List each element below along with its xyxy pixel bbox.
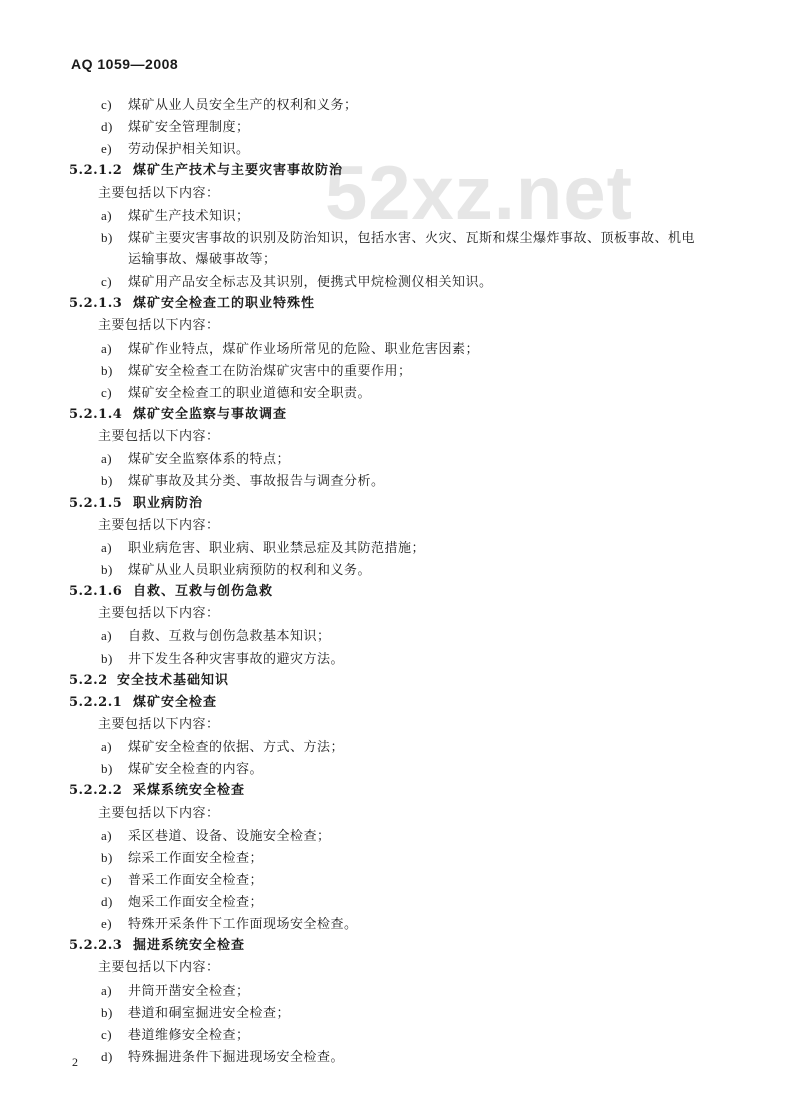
list-item	[0, 94, 800, 116]
list-item	[0, 980, 800, 1002]
list-item-label: b)	[101, 761, 113, 777]
watermark: 52xz.net	[325, 151, 633, 236]
list-item-text: 煤矿生产技术知识；	[128, 208, 250, 224]
section-heading	[0, 780, 800, 802]
section-title: 自救、互救与创伤急救	[133, 584, 274, 600]
list-item-text: 煤矿从业人员安全生产的权利和义务；	[128, 98, 358, 113]
list-item-text: 井筒开凿安全检查；	[128, 983, 250, 999]
section-number: 5.2.1.3	[69, 296, 123, 312]
intro-text: 主要包括以下内容：	[98, 318, 220, 334]
list-item	[0, 1002, 800, 1024]
intro-text: 主要包括以下内容：	[98, 185, 220, 201]
list-item-text: 煤矿从业人员职业病预防的权利和义务。	[128, 562, 372, 578]
section-title: 煤矿安全监察与事故调查	[133, 406, 288, 422]
list-item	[0, 537, 800, 559]
intro-text: 主要包括以下内容：	[98, 429, 220, 445]
list-item-continuation: 运输事故、爆破事故等；	[128, 251, 277, 267]
list-item-text: 煤矿事故及其分类、事故报告与调查分析。	[128, 474, 385, 490]
section-number: 5.2.1.4	[69, 406, 123, 422]
intro-text: 主要包括以下内容：	[98, 606, 220, 622]
list-item	[0, 847, 800, 869]
list-item-label: e)	[101, 916, 113, 932]
section-number: 5.2.2.2	[69, 783, 123, 799]
list-item	[0, 360, 800, 382]
list-item	[0, 559, 800, 581]
list-item-text: 采区巷道、设备、设施安全检查；	[128, 828, 331, 844]
section-title: 安全技术基础知识	[117, 672, 230, 688]
list-item-text: 自救、互救与创伤急救基本知识；	[128, 629, 331, 645]
list-item-label: c)	[101, 97, 113, 112]
list-item	[0, 1046, 800, 1068]
list-item-text: 煤矿安全检查的依据、方式、方法；	[128, 740, 345, 756]
intro-text: 主要包括以下内容：	[98, 960, 220, 976]
list-item-label: c)	[101, 1026, 113, 1042]
intro-text: 主要包括以下内容：	[98, 517, 220, 533]
list-item-text: 煤矿安全检查工在防治煤矿灾害中的重要作用；	[128, 363, 412, 379]
list-item-text: 职业病危害、职业病、职业禁忌症及其防范措施；	[128, 540, 426, 556]
list-item	[0, 913, 800, 935]
standard-code-header: AQ 1059—2008	[71, 56, 179, 72]
list-item	[0, 382, 800, 404]
list-item-label: a)	[101, 628, 113, 644]
section-number: 5.2.1.6	[69, 584, 123, 600]
section-title: 煤矿安全检查工的职业特殊性	[133, 296, 316, 312]
section-heading	[0, 935, 800, 957]
section-number: 5.2.2.3	[69, 938, 123, 954]
list-item	[0, 1024, 800, 1046]
list-item	[0, 648, 800, 670]
list-item-text: 巷道维修安全检查；	[128, 1027, 250, 1043]
list-item-text: 煤矿安全检查工的职业道德和安全职责。	[128, 385, 372, 401]
list-item-text: 综采工作面安全检查；	[128, 850, 264, 866]
list-item	[0, 116, 800, 138]
intro-text: 主要包括以下内容：	[98, 716, 220, 732]
list-item-label: b)	[101, 473, 113, 489]
list-item-label: e)	[101, 141, 113, 157]
list-item-label: b)	[101, 229, 113, 245]
list-item-label: d)	[101, 119, 113, 135]
section-title: 煤矿安全检查	[133, 694, 218, 710]
section-heading	[0, 670, 800, 692]
list-item-text: 特殊掘进条件下掘进现场安全检查。	[128, 1050, 345, 1066]
section-title: 采煤系统安全检查	[133, 783, 246, 799]
list-item	[0, 758, 800, 780]
section-title: 煤矿生产技术与主要灾害事故防治	[133, 163, 344, 179]
section-heading	[0, 160, 800, 182]
list-item-label: c)	[101, 384, 113, 400]
list-item-label: b)	[101, 1004, 113, 1020]
list-item-text: 煤矿安全检查的内容。	[128, 762, 264, 778]
list-item	[0, 470, 800, 492]
section-heading	[0, 692, 800, 714]
section-heading	[0, 404, 800, 426]
section-heading	[0, 293, 800, 315]
list-item	[0, 227, 800, 249]
section-title: 掘进系统安全检查	[133, 938, 246, 954]
list-item	[0, 736, 800, 758]
list-item-text: 普采工作面安全检查；	[128, 872, 264, 888]
list-item-text: 煤矿安全管理制度；	[128, 120, 250, 136]
list-item-label: b)	[101, 849, 113, 865]
list-item	[0, 891, 800, 913]
list-item	[0, 825, 800, 847]
list-item-text: 巷道和硐室掘进安全检查；	[128, 1005, 291, 1021]
page-number: 2	[72, 1055, 78, 1069]
list-item-label: a)	[101, 827, 113, 843]
list-item-label: a)	[101, 739, 113, 755]
section-title: 职业病防治	[133, 495, 204, 511]
list-item-text: 劳动保护相关知识。	[128, 142, 250, 158]
list-item	[0, 205, 800, 227]
section-number: 5.2.1.5	[69, 495, 123, 511]
list-item-text: 煤矿安全监察体系的特点；	[128, 452, 291, 468]
list-item-label: a)	[101, 539, 113, 555]
list-item-label: c)	[101, 871, 113, 887]
list-item-label: b)	[101, 650, 113, 666]
list-item-text: 特殊开采条件下工作面现场安全检查。	[128, 917, 358, 933]
list-item-text: 煤矿作业特点，煤矿作业场所常见的危险、职业危害因素；	[128, 341, 480, 357]
section-heading	[0, 581, 800, 603]
list-item	[0, 271, 800, 293]
list-item-label: d)	[101, 1049, 113, 1065]
list-item-label: a)	[101, 982, 113, 998]
list-item	[0, 138, 800, 160]
list-item	[0, 338, 800, 360]
section-number: 5.2.1.2	[69, 163, 123, 179]
document-body	[0, 94, 800, 1068]
intro-text: 主要包括以下内容：	[98, 805, 220, 821]
list-item-label: b)	[101, 362, 113, 378]
list-item-label: d)	[101, 894, 113, 910]
list-item	[0, 448, 800, 470]
section-number: 5.2.2.1	[69, 694, 123, 710]
list-item-label: c)	[101, 274, 113, 290]
list-item-label: a)	[101, 451, 113, 467]
list-item-label: b)	[101, 561, 113, 577]
section-heading	[0, 493, 800, 515]
list-item-text: 炮采工作面安全检查；	[128, 895, 264, 911]
list-item-label: a)	[101, 340, 113, 356]
list-item-text: 煤矿用产品安全标志及其识别，便携式甲烷检测仪相关知识。	[128, 275, 493, 291]
list-item	[0, 625, 800, 647]
list-item-label: a)	[101, 207, 113, 223]
list-item-text: 煤矿主要灾害事故的识别及防治知识，包括水害、火灾、瓦斯和煤尘爆炸事故、顶板事故、机电	[128, 230, 696, 246]
list-item-text: 井下发生各种灾害事故的避灾方法。	[128, 651, 345, 667]
list-item	[0, 869, 800, 891]
section-number: 5.2.2	[69, 672, 108, 688]
